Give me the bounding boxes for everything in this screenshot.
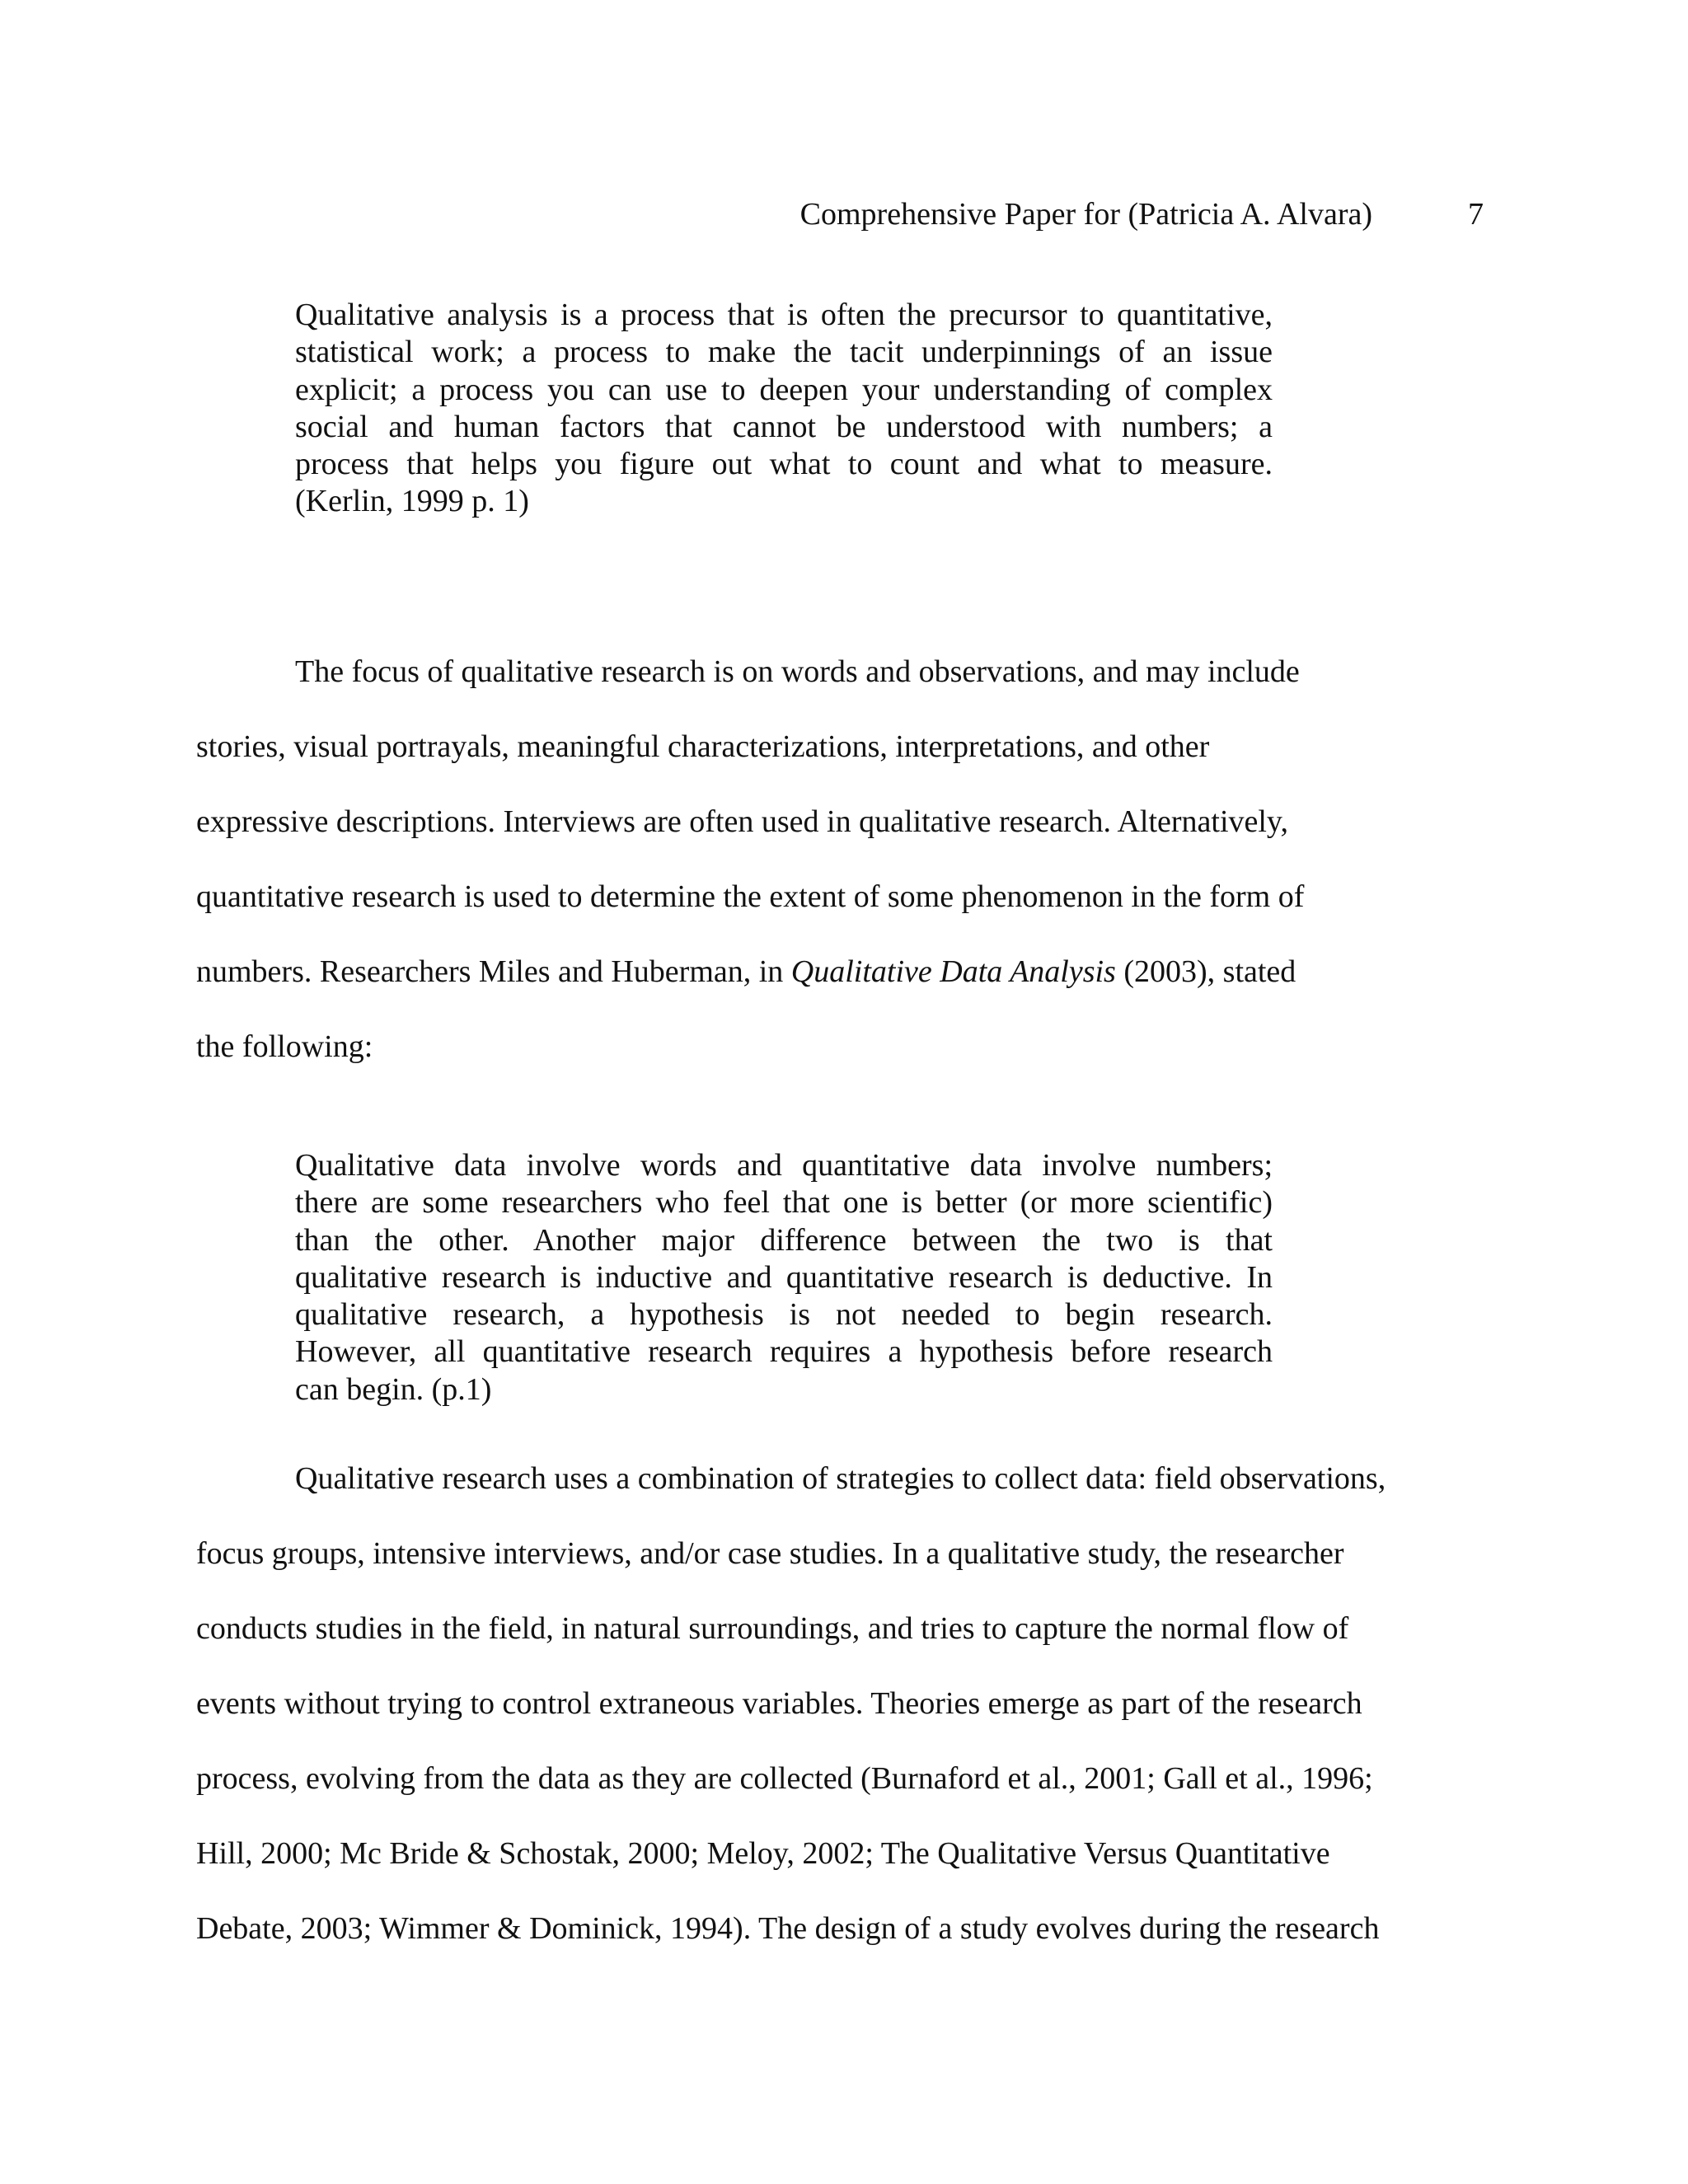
quote-line: qualitative research, a hypothesis is not needed to begin research. [295,1297,1273,1333]
paragraph-line: Debate, 2003; Wimmer & Dominick, 1994). The design of a study evolves during the research [196,1911,1380,1946]
paragraph-line [196,935,1531,1010]
paragraph-line: events without trying to control extraneous variables. Theories emerge as part of the research [196,1686,1362,1721]
block-quote-miles-huberman [295,1147,1273,1408]
paragraph-qualitative-strategies [196,1441,1531,1966]
paragraph-line: the following: [196,1029,373,1064]
paragraph-line: quantitative research is used to determine the extent of some phenomenon in the form of [196,879,1305,914]
paragraph-line: process, evolving from the data as they are collected (Burnaford et al., 2001; Gall et al., 1996; [196,1761,1373,1796]
quote-citation: can begin. (p.1) [295,1371,492,1407]
page-header [742,196,1484,242]
block-quote-kerlin [295,297,1273,521]
paragraph-line: Hill, 2000; Mc Bride & Schostak, 2000; Meloy, 2002; The Qualitative Versus Quantitative [196,1836,1330,1871]
paragraph-qualitative-focus [196,635,1531,1085]
paragraph-line: stories, visual portrayals, meaningful characterizations, interpretations, and other [196,729,1210,764]
quote-citation: (Kerlin, 1999 p. 1) [295,484,529,519]
quote-line: there are some researchers who feel that one is better (or more scientific) [295,1185,1273,1221]
text-run: numbers. Researchers Miles and Huberman, in [196,954,791,989]
paragraph-line: focus groups, intensive interviews, and/or case studies. In a qualitative study, the researcher [196,1536,1344,1571]
paragraph-line: The focus of qualitative research is on words and observations, and may include [295,654,1300,689]
quote-line: qualitative research is inductive and quantitative research is deductive. In [295,1259,1273,1295]
running-title: Comprehensive Paper for (Patricia A. Alvara) [799,197,1372,232]
book-title-italic: Qualitative Data Analysis [790,954,1116,989]
page-number: 7 [1468,197,1484,232]
paragraph-line: Qualitative research uses a combination of strategies to collect data: field observations, [295,1461,1386,1496]
quote-line: statistical work; a process to make the tacit underpinnings of an issue [295,335,1273,370]
paragraph-line: expressive descriptions. Interviews are often used in qualitative research. Alternatively, [196,804,1288,839]
quote-line: process that helps you figure out what to count and what to measure. [295,447,1273,482]
quote-line: explicit; a process you can use to deepen your understanding of complex [295,372,1273,407]
quote-line: However, all quantitative research requires a hypothesis before research [295,1334,1273,1370]
quote-line: social and human factors that cannot be understood with numbers; a [295,409,1273,444]
quote-line: Qualitative data involve words and quantitative data involve numbers; [295,1148,1273,1183]
quote-line: than the other. Another major difference between the two is that [295,1222,1273,1258]
paragraph-line: conducts studies in the field, in natural surroundings, and tries to capture the normal flow of [196,1611,1349,1646]
quote-line: Qualitative analysis is a process that is often the precursor to quantitative, [295,298,1273,332]
text-run: (2003), stated [1115,954,1296,989]
